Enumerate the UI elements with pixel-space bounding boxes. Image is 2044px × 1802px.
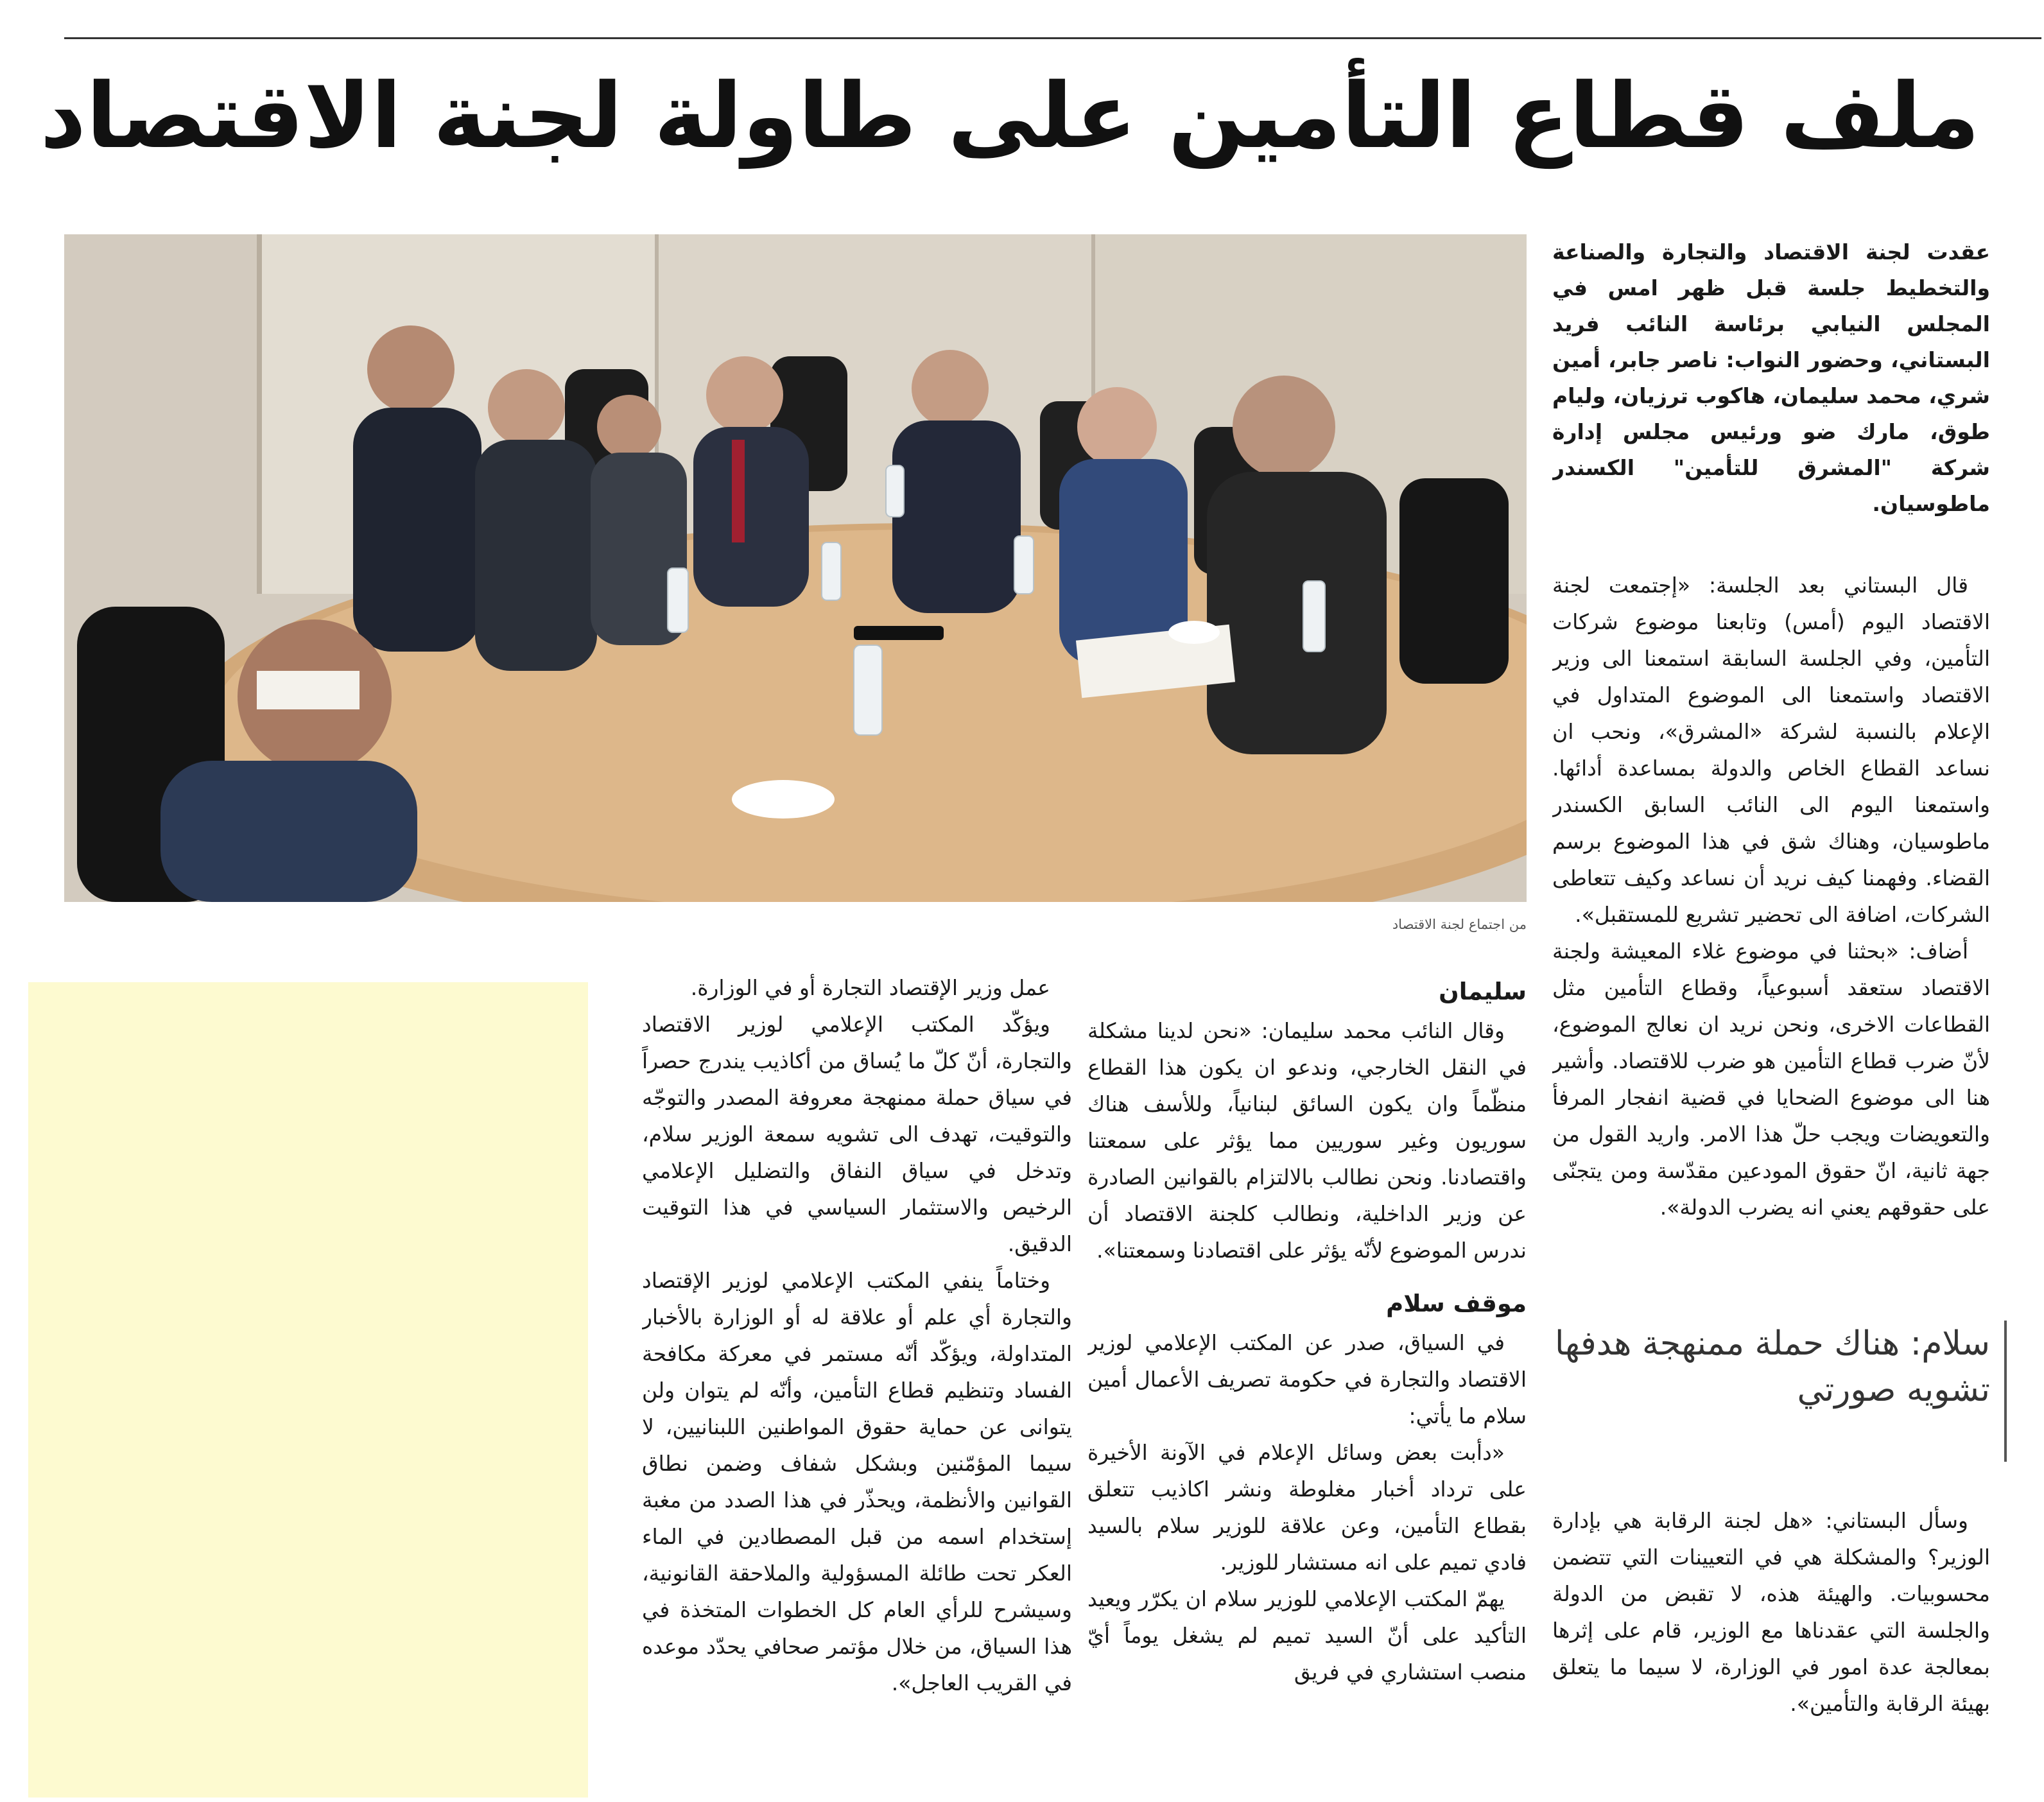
ad-space xyxy=(28,982,588,1798)
paragraph: وقال النائب محمد سليمان: «نحن لدينا مشكلة في النقل الخارجي، وندعو ان يكون هذا القطاع منظّماً وان يكون السائق لبنانياً، وللأسف هناك سوريون وغير سوريين مما يؤثر على سمعتنا واقتصادنا. ونحن نطالب بالالتزام بالقوانين الصادرة عن وزير الداخلية، ونطالب كلجنة الاقتصاد أن ندرس الموضوع لأنّه يؤثر على اقتصادنا وسمعتنا». xyxy=(1087,1018,1527,1263)
right-column xyxy=(1552,234,1990,1287)
page-title: ملف قطاع التأمين على طاولة لجنة الاقتصاد xyxy=(40,64,1980,169)
photo-caption: من اجتماع لجنة الاقتصاد xyxy=(1392,917,1527,932)
paragraph: أضاف: «بحثنا في موضوع غلاء المعيشة ولجنة الاقتصاد ستعقد أسبوعياً، وقطاع التأمين مثل القطاعات الاخرى، ونحن نريد ان نعالج الموضوع، لأنّ ضرب قطاع التأمين هو ضرب للاقتصاد. وأشير هنا الى موضوع الضحايا في قضية انفجار المرفأ والتعويضات ويجب حلّ هذا الامر. واريد القول من جهة ثانية، انّ حقوق المودعين مقدّسة ومن يتجنّى على حقوقهم يعني انه يضرب الدولة». xyxy=(1552,939,1990,1220)
paragraph: ويؤكّد المكتب الإعلامي لوزير الاقتصاد والتجارة، أنّ كلّ ما يُساق من أكاذيب يندرج حصراً في سياق حملة ممنهجة معروفة المصدر والتوجّه والتوقيت، تهدف الى تشويه سمعة الوزير سلام، وتدخل في سياق النفاق والتضليل الإعلامي الرخيص والاستثمار السياسي في هذا التوقيت الدقيق. xyxy=(642,1012,1072,1256)
paragraph: يهمّ المكتب الإعلامي للوزير سلام ان يكرّر ويعيد التأكيد على أنّ السيد تميم لم يشغل يوماً أيّ منصب استشاري في فريق xyxy=(1087,1586,1527,1685)
meeting-photo-illustration xyxy=(64,234,1527,902)
section-heading: سليمان xyxy=(1439,978,1527,1005)
paragraph: عمل وزير الإقتصاد التجارة أو في الوزارة. xyxy=(690,975,1050,1000)
middle-column xyxy=(1087,969,1527,1798)
paragraph: وختاماً ينفي المكتب الإعلامي لوزير الإقتصاد والتجارة أي علم أو علاقة له أو الوزارة بالأخبار المتداولة، ويؤكّد أنّه مستمر في معركة مكافحة الفساد وتنظيم قطاع التأمين، وأنّه لم يتوان ولن يتوانى عن حماية حقوق المواطنين اللبنانيين، لا سيما المؤمّنين وبشكل شفاف وضمن نطاق القوانين والأنظمة، ويحذّر في هذا الصدد من مغبة إستخدام اسمه من قبل المصطادين في الماء العكر تحت طائلة المسؤولية والملاحقة القانونية، وسيشرح للرأي العام كل الخطوات المتخذة في هذا السياق، من خلال مؤتمر صحافي يحدّد موعده في القريب العاجل». xyxy=(642,1268,1072,1695)
section-heading: موقف سلام xyxy=(1386,1290,1527,1317)
paragraph: قال البستاني بعد الجلسة: «إجتمعت لجنة الاقتصاد اليوم (أمس) وتابعنا موضوع شركات التأمين، وفي الجلسة السابقة استمعنا الى وزير الاقتصاد واستمعنا الى الموضوع المتداول في الإعلام بالنسبة لشركة «المشرق»، ونحب ان نساعد القطاع الخاص والدولة بمساعدة أدائها. واستمعنا اليوم الى النائب السابق الكسندر ماطوسيان، وهناك شق في هذا الموضوع برسم القضاء. وفهمنا كيف نريد أن نساعد وكيف تتعاطى الشركات، اضافة الى تحضير تشريع للمستقبل». xyxy=(1552,573,1990,927)
paragraph: وسأل البستاني: «هل لجنة الرقابة هي بإدارة الوزير؟ والمشكلة هي في التعيينات التي تتضمن محسوبيات. والهيئة هذه، لا تقبض من الدولة والجلسة التي عقدناها مع الوزير، قام على إثرها بمعالجة عدة امور في الوزارة، لا سيما ما يتعلق بهيئة الرقابة والتأمين». xyxy=(1552,1508,1990,1716)
left-column xyxy=(642,969,1072,1798)
router-device xyxy=(854,626,944,640)
lead-paragraph: عقدت لجنة الاقتصاد والتجارة والصناعة والتخطيط جلسة قبل ظهر امس في المجلس النيابي برئاسة النائب فريد البستاني، وحضور النواب: ناصر جابر، أمين شري، محمد سليمان، هاكوب ترزيان، وليام طوق، مارك ضو ورئيس مجلس إدارة شركة "المشرق للتأمين" الكسندر ماطوسيان. xyxy=(1552,239,1990,516)
paragraph: في السياق، صدر عن المكتب الإعلامي لوزير الاقتصاد والتجارة في حكومة تصريف الأعمال أمين سلام ما يأتي: xyxy=(1087,1330,1527,1428)
right-column-bottom xyxy=(1552,1502,1990,1798)
paragraph: «دأبت بعض وسائل الإعلام في الآونة الأخيرة على ترداد أخبار مغلوطة ونشر اكاذيب تتعلق بقطاع التأمين، وعن علاقة للوزير سلام بالسيد فادي تميم على انه مستشار للوزير. xyxy=(1087,1440,1527,1575)
article-photo xyxy=(64,234,1527,902)
top-rule xyxy=(64,37,2041,39)
pull-quote: سلام: هناك حملة ممنهجة هدفها تشويه صورتي xyxy=(1552,1321,2007,1462)
